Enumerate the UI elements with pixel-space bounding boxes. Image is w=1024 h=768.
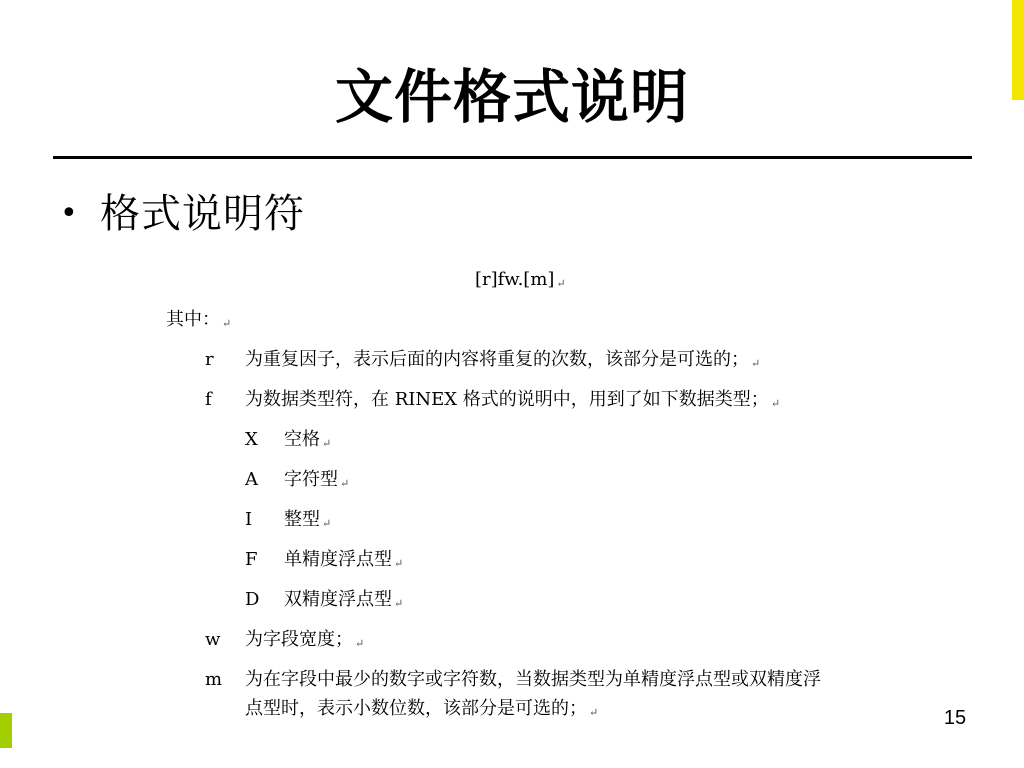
- type-f-desc-line: [284, 548, 403, 576]
- type-f-desc: 单精度浮点型: [284, 549, 392, 570]
- entry-r-desc-line: [245, 348, 760, 376]
- type-d-code: D: [245, 589, 260, 610]
- entry-f-key: f: [205, 389, 212, 410]
- paragraph-mark-icon: ↵: [751, 357, 761, 370]
- type-d-desc: 双精度浮点型: [284, 589, 392, 610]
- paragraph-mark-icon: ↵: [556, 277, 566, 290]
- paragraph-mark-icon: ↵: [355, 637, 365, 650]
- bullet-text: 格式说明符: [100, 191, 305, 237]
- paragraph-mark-icon: ↵: [394, 557, 404, 570]
- type-a-desc: 字符型: [284, 469, 338, 490]
- type-a-desc-line: [284, 468, 349, 496]
- entry-f-desc: 为数据类型符，在 RINEX 格式的说明中，用到了如下数据类型；: [245, 389, 769, 410]
- intro-line: [166, 308, 231, 336]
- paragraph-mark-icon: ↵: [589, 706, 599, 719]
- type-x-desc: 空格: [284, 429, 320, 450]
- paragraph-mark-icon: ↵: [770, 397, 781, 410]
- entry-m-key: m: [205, 669, 223, 690]
- page-number: 15: [943, 707, 967, 729]
- format-spec-line: [475, 268, 566, 296]
- entry-m-desc-2: 点型时，表示小数位数，该部分是可选的；: [245, 698, 587, 719]
- paragraph-mark-icon: ↵: [322, 437, 332, 450]
- entry-m-desc-line-1: 为在字段中最少的数字或字符数，当数据类型为单精度浮点型或双精度浮: [245, 669, 821, 690]
- paragraph-mark-icon: ↵: [340, 477, 350, 490]
- slide-title: 文件格式说明: [334, 63, 689, 131]
- paragraph-mark-icon: ↵: [222, 317, 232, 330]
- type-i-desc-line: [284, 508, 331, 536]
- intro-text: 其中：: [166, 309, 220, 330]
- type-i-desc: 整型: [284, 509, 320, 530]
- entry-m-desc-line-2: [245, 697, 598, 725]
- type-f-code: F: [245, 549, 258, 570]
- entry-w-desc: 为字段宽度；: [245, 629, 353, 650]
- type-i-code: I: [245, 509, 253, 530]
- bullet-dot-icon: •: [60, 196, 78, 231]
- entry-w-key: w: [205, 629, 221, 650]
- type-x-code: X: [245, 429, 258, 450]
- entry-r-desc: 为重复因子，表示后面的内容将重复的次数，该部分是可选的；: [245, 349, 749, 370]
- entry-f-desc-line: [245, 388, 780, 416]
- type-x-desc-line: [284, 428, 331, 456]
- type-a-code: A: [245, 469, 258, 490]
- type-d-desc-line: [284, 588, 403, 616]
- format-spec: [r]fw.[m]: [475, 269, 555, 290]
- paragraph-mark-icon: ↵: [322, 517, 332, 530]
- entry-w-desc-line: [245, 628, 364, 656]
- paragraph-mark-icon: ↵: [394, 597, 404, 610]
- entry-r-key: r: [205, 349, 214, 370]
